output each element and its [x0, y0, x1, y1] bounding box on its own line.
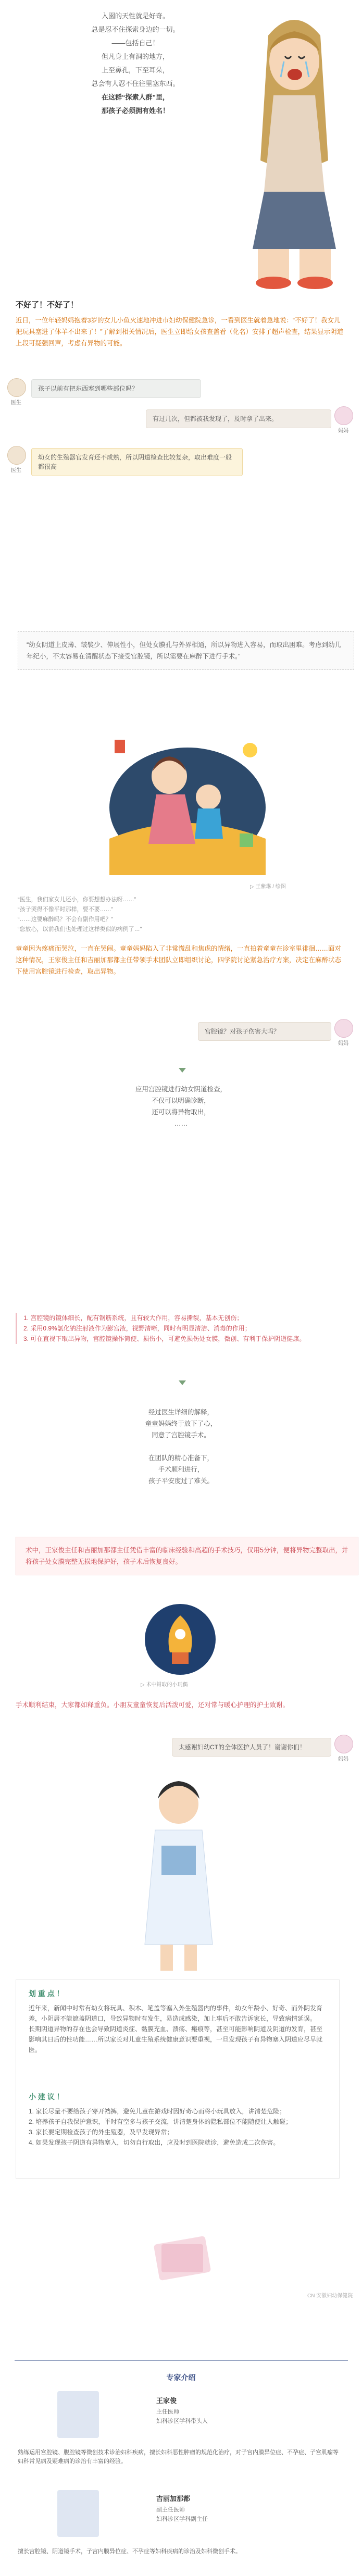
poem-line: 总会有人忍不住往里塞东西。: [91, 80, 180, 88]
list-item: 2. 采用0.9%氯化钠注射液作为膨宫液，视野清晰，同时有明显清洁、消毒的作用；: [23, 1325, 251, 1332]
expert-1-bio: 熟练运用宫腔镜、腹腔镜等微创技术诊治妇科疾病，擅长妇科恶性肿瘤的规范化治疗，对子宫内膜异位症、不孕症、子宫肌瘤等妇科常见病及疑难病的诊治有丰富的经验。: [18, 2449, 339, 2465]
crying-girl-illustration: [237, 4, 352, 296]
hospital-watermark: CN 安徽妇幼保健院: [307, 2293, 353, 2299]
key-points-title: 划 重 点 ！: [29, 1989, 64, 1998]
story-paragraph-1: 近日，一位年轻妈妈抱着3岁的女儿小鱼火速地冲进市妇幼保健院急诊，一看到医生就着急地说：“不好了！我女儿把玩具塞进了体羊不出来了！”了解到相关情况后，医生立即给女孩查盖看（化名）安排了超声检查，结果显示阴道上段可疑强回声，考虑有异物的可能。: [16, 317, 344, 347]
key-points-body: 近年来，新闻中时常有幼女将玩具、积木、笔盖等塞入外生殖器内的事件，幼女年龄小、好奇、而外阴发育差，小阴唇不能遮盖阴道口，导致异物时有发生，易造成感染，加上事后不敢告诉家长，导致病情延误。 长期阴道异物的存在也会导致阴道炎症、黏膜充血、溃疡、瘢痕等，甚至可能影响阴道及阴道的发育，甚至影响其日后的性功能……所以家长对儿童生殖系统健康意识要重视，一旦发现孩子有异物塞入阴道应尽早就医。: [29, 2005, 323, 2054]
poem-line: 总是忍不住探索身边的一切。: [91, 26, 180, 33]
expert-section: [0, 2204, 362, 2576]
center-line: 不仅可以明确诊断，: [152, 1097, 210, 1104]
center-line: 应用宫腔镜进行幼女阴道检查，: [135, 1086, 227, 1093]
expert-1-title: 主任医师: [156, 2409, 179, 2415]
surgery-result-box: 术中，王家俊主任和吉丽加那都主任凭借丰富的临床经验和高超的手术技巧，仅用5分钟，便将异物完整取出，并将孩子处女膜完整无损地保护好，孩子术后恢复良好。: [16, 1537, 358, 1575]
mom-label: 妈妈: [338, 1041, 348, 1047]
mom-answer-bubble: 有过几次，但都被我发现了，及时拿了出来。: [146, 409, 331, 428]
cartoon-caption: ▷ 王紫琳 / 绘图: [250, 884, 286, 890]
mother-child-cartoon: [83, 719, 292, 880]
expert-2-title: 副主任医师: [156, 2507, 185, 2513]
poem-line: 但凡身上有洞的地方，: [101, 53, 169, 60]
poem-line: 入園的天性就是好奇。: [101, 12, 169, 20]
dialog-line: “孩子哭得不像平时那样，要不要……”: [18, 906, 114, 913]
center-line: 手术顺利进行，: [158, 1466, 204, 1473]
expert-1-role: 妇科诊区学科带头人: [156, 2418, 208, 2424]
expert-section-title: 专家介绍: [166, 2373, 196, 2382]
mom-avatar: [334, 1019, 353, 1038]
thanks-text: 手术顺利结束，大家都如释重负。小朋友童童恢复后活泼可爱，还对常与暖心护理的护士致谢。: [16, 1701, 290, 1709]
center-line: 经过医生详细的解释，: [148, 1409, 214, 1416]
doctor-avatar: [7, 378, 26, 397]
doctor-explain-bubble: 幼女的生殖器官发育还不成熟，所以阴道检查比较复杂，取出难度一般都很高: [31, 448, 243, 476]
dialog-line: “医生，我们家女儿还小，你要想想办法呀……”: [18, 897, 136, 903]
poem-line: 在这群“探索人群”里，: [101, 93, 169, 101]
center-line: 同意了宫腔镜手术。: [152, 1432, 210, 1439]
mom-avatar: [334, 1735, 353, 1753]
dialog-line: “……这要麻醉吗？不会有副作用吧？”: [18, 916, 114, 923]
center-line: 孩子平安度过了难关。: [148, 1477, 214, 1485]
story-paragraph-2: 童童因为疼痛而哭泣，一直在哭闹。童童妈妈陷入了非常慌乱和焦虑的情绪，一直拍着童童在诊室里徘徊……面对这种情况，王家俊主任和吉丽加那都主任带领手术团队立即组织讨论，四学院讨论紧急治疗方案，决定在麻醉状态下使用宫腔镜进行检查，取出异物。: [16, 945, 342, 975]
poem-line: 那孩子必须拥有姓名！: [101, 107, 169, 115]
center-line: 在团队的精心准备下，: [148, 1454, 214, 1462]
mom-thanks-bubble: 太感谢妇幼CT的全体医护人员了！谢谢你们！: [172, 1738, 331, 1757]
hysteroscopy-explain: [0, 1084, 362, 1129]
mom-avatar: [334, 406, 353, 425]
expert-2-photo: [57, 2490, 99, 2537]
intro-poem: [31, 9, 240, 118]
extracted-toy-photo: [144, 1603, 217, 1676]
expert-2-role: 妇科诊区学科副主任: [156, 2516, 208, 2522]
list-item: 3. 可在直视下取出异物，宫腔镜操作简便、损伤小，可避免损伤处女膜，微创、有利于保护阴道健康。: [23, 1335, 306, 1342]
intro-section: [0, 0, 362, 297]
advantages-list: [16, 1313, 346, 1344]
center-line: 童童妈妈终于放下了心，: [145, 1420, 217, 1427]
dialog-snippets: [18, 895, 142, 935]
poem-line: ——包括自己！: [111, 39, 159, 47]
mom-label: 妈妈: [338, 1757, 348, 1762]
nurse-illustration: [129, 1773, 228, 1976]
expert-1-photo: [57, 2391, 99, 2438]
poem-line: 上至鼻孔，下至耳朵，: [101, 66, 169, 74]
dialog-line: “您放心，以前我们也处理过这样类似的病例了…”: [18, 926, 142, 932]
doctor-avatar: [7, 446, 26, 465]
expert-1-name: 王家俊: [156, 2397, 177, 2405]
center-line: 还可以将异物取出，: [152, 1109, 210, 1116]
toy-photo-caption: ▷ 术中钳取的小玩偶: [141, 1682, 188, 1688]
arrow-down-icon: [179, 1068, 186, 1073]
expert-2-name: 吉丽加那都: [156, 2495, 191, 2503]
list-item: 1. 宫腔镜的镜体细长，配有钢筋系统，且有较大作用，容易撕裂，基本无创伤；: [23, 1314, 243, 1322]
advice-body: 1. 家长尽量不要给孩子穿开裆裤，避免儿童在游戏时因好奇心而将小玩具放入，讲清楚危险； 2. 培养孩子自我保护意识，平时有空多与孩子交流，讲清楚身体的隐私部位不能随便让人触碰； 3. 家长要定期检查孩子的外生殖器，及早发现异常； 4. 如果发现孩子阴道有异物塞入，切勿自行取出，应及时到医院就诊，避免造成二次伤害。: [29, 2108, 292, 2146]
expert-divider: [15, 2360, 348, 2361]
mom-label: 妈妈: [338, 428, 348, 434]
alarm-heading: 不好了！不好了！: [16, 301, 79, 309]
center-line: ……: [174, 1120, 188, 1127]
mom-question-bubble: 宫腔镜？对孩子伤害大吗？: [198, 1022, 331, 1041]
expert-2-bio: 擅长宫腔镜、阴道镜手术，子宫内膜异位症、不孕症等妇科疾病的诊治及妇科微创手术。: [18, 2548, 241, 2555]
share-card-icon: [151, 2235, 214, 2282]
tips-card: [16, 1980, 340, 2179]
consent-text: [0, 1407, 362, 1487]
arrow-down-icon: [179, 1380, 186, 1385]
doctor-quote-block: “幼女阴道上皮薄、皱襞少、伸展性小，但处女膜孔与外界相通，所以异物进入容易，而取出困难。考虑到幼儿年纪小，不太容易在清醒状态下接受宫腔镜，所以需要在麻醉下进行手术。”: [18, 631, 354, 670]
doctor-label: 医生: [11, 400, 21, 406]
doctor-label: 医生: [11, 468, 21, 474]
doctor-question-bubble: 孩子以前有把东西塞到哪些部位吗？: [31, 379, 201, 398]
advice-title: 小 建 议 ！: [29, 2093, 64, 2101]
